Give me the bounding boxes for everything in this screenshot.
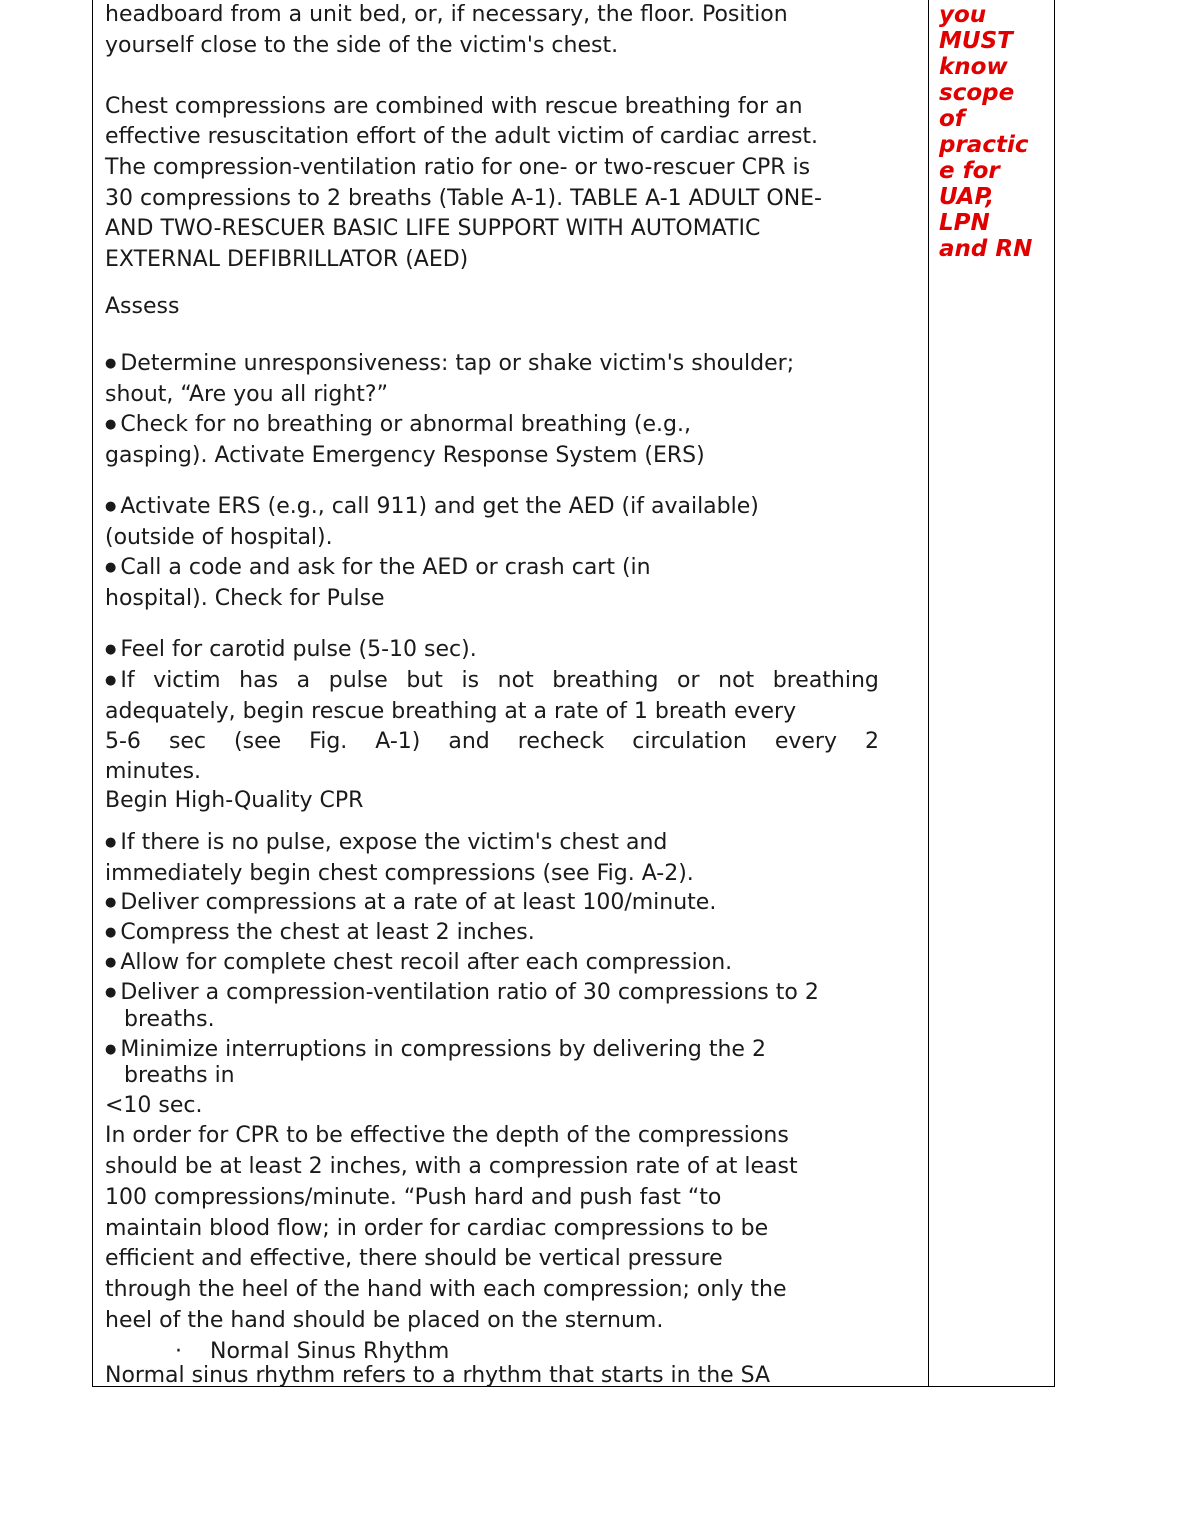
- bullet-icon: ●: [105, 955, 117, 970]
- bullet-item: ● Compress the chest at least 2 inches.: [105, 920, 535, 945]
- bullet-icon: ●: [105, 835, 117, 850]
- text-line: hospital). Check for Pulse: [105, 586, 385, 611]
- text-line: Normal sinus rhythm refers to a rhythm that starts in the SA: [105, 1363, 771, 1388]
- text-line: shout, “Are you all right?”: [105, 382, 389, 407]
- text-line: gasping). Activate Emergency Response System (ERS): [105, 443, 705, 468]
- text-line: EXTERNAL DEFIBRILLATOR (AED): [105, 247, 469, 272]
- bullet-icon: ●: [105, 356, 117, 371]
- text-line: efficient and effective, there should be vertical pressure: [105, 1246, 723, 1271]
- text-line: should be at least 2 inches, with a compression rate of at least: [105, 1154, 798, 1179]
- text-line: 100 compressions/minute. “Push hard and push fast “to: [105, 1185, 722, 1210]
- note-line: of: [939, 106, 965, 132]
- text-line: minutes.: [105, 759, 202, 784]
- bullet-item: ● Check for no breathing or abnormal breathing (e.g.,: [105, 412, 691, 437]
- bullet-item: ● If there is no pulse, expose the victim's chest and: [105, 830, 668, 855]
- bullet-icon: ●: [105, 925, 117, 940]
- text-line: effective resuscitation effort of the adult victim of cardiac arrest.: [105, 124, 819, 149]
- section-heading-cpr: Begin High-Quality CPR: [105, 788, 364, 813]
- text-line: headboard from a unit bed, or, if necessary, the floor. Position: [105, 2, 788, 27]
- text-line: immediately begin chest compressions (see Fig. A-2).: [105, 861, 694, 886]
- note-line: you: [939, 2, 987, 28]
- bullet-item: ● Minimize interruptions in compressions by delivering the 2: [105, 1037, 766, 1062]
- text-line: breaths.: [124, 1007, 215, 1032]
- note-line: LPN: [939, 210, 990, 236]
- text-line: through the heel of the hand with each compression; only the: [105, 1277, 787, 1302]
- section-heading-assess: Assess: [105, 294, 180, 319]
- text-line: adequately, begin rescue breathing at a rate of 1 breath every: [105, 699, 797, 724]
- bullet-item: ● Determine unresponsiveness: tap or shake victim's shoulder;: [105, 351, 795, 376]
- note-line: know: [939, 54, 1008, 80]
- bullet-item: ● Feel for carotid pulse (5-10 sec).: [105, 637, 477, 662]
- bullet-item: ● Allow for complete chest recoil after each compression.: [105, 950, 733, 975]
- text-line: 30 compressions to 2 breaths (Table A-1). TABLE A-1 ADULT ONE-: [105, 186, 822, 211]
- justified-line: ● If victim has a pulse but is not breathing or not breathing: [105, 668, 879, 693]
- sub-bullet-dot: ·: [175, 1339, 182, 1364]
- text-line: (outside of hospital).: [105, 525, 333, 550]
- text-line: The compression-ventilation ratio for one- or two-rescuer CPR is: [105, 155, 811, 180]
- section-heading-nsr: Normal Sinus Rhythm: [210, 1339, 450, 1364]
- text-line: Chest compressions are combined with rescue breathing for an: [105, 94, 803, 119]
- text-line: In order for CPR to be effective the depth of the compressions: [105, 1123, 789, 1148]
- column-divider: [928, 0, 929, 1387]
- bullet-item: ● Deliver a compression-ventilation ratio of 30 compressions to 2: [105, 980, 819, 1005]
- bullet-icon: ●: [105, 417, 117, 432]
- text-line: breaths in: [124, 1063, 235, 1088]
- text-line: maintain blood flow; in order for cardiac compressions to be: [105, 1216, 769, 1241]
- text-line: yourself close to the side of the victim's chest.: [105, 33, 619, 58]
- justified-line: 5-6 sec (see Fig. A-1) and recheck circulation every 2: [105, 729, 879, 754]
- bullet-icon: ●: [105, 499, 117, 514]
- note-line: and RN: [939, 236, 1033, 262]
- bullet-icon: ●: [105, 1042, 117, 1057]
- note-line: e for: [939, 158, 1000, 184]
- bullet-icon: ●: [105, 985, 117, 1000]
- note-line: UAP,: [939, 184, 995, 210]
- scope-of-practice-note: [939, 2, 1051, 262]
- bullet-icon: ●: [105, 895, 117, 910]
- note-line: practic: [939, 132, 1029, 158]
- text-line: <10 sec.: [105, 1093, 203, 1118]
- bullet-item: ● Activate ERS (e.g., call 911) and get the AED (if available): [105, 494, 759, 519]
- bullet-item: ● Deliver compressions at a rate of at least 100/minute.: [105, 890, 717, 915]
- bullet-icon: ●: [105, 642, 117, 657]
- text-line: heel of the hand should be placed on the sternum.: [105, 1308, 664, 1333]
- note-line: scope: [939, 80, 1015, 106]
- text-line: AND TWO-RESCUER BASIC LIFE SUPPORT WITH AUTOMATIC: [105, 216, 761, 241]
- note-line: MUST: [939, 28, 1013, 54]
- bullet-icon: ●: [105, 560, 117, 575]
- bullet-item: ● Call a code and ask for the AED or crash cart (in: [105, 555, 651, 580]
- bullet-icon: ●: [105, 673, 117, 688]
